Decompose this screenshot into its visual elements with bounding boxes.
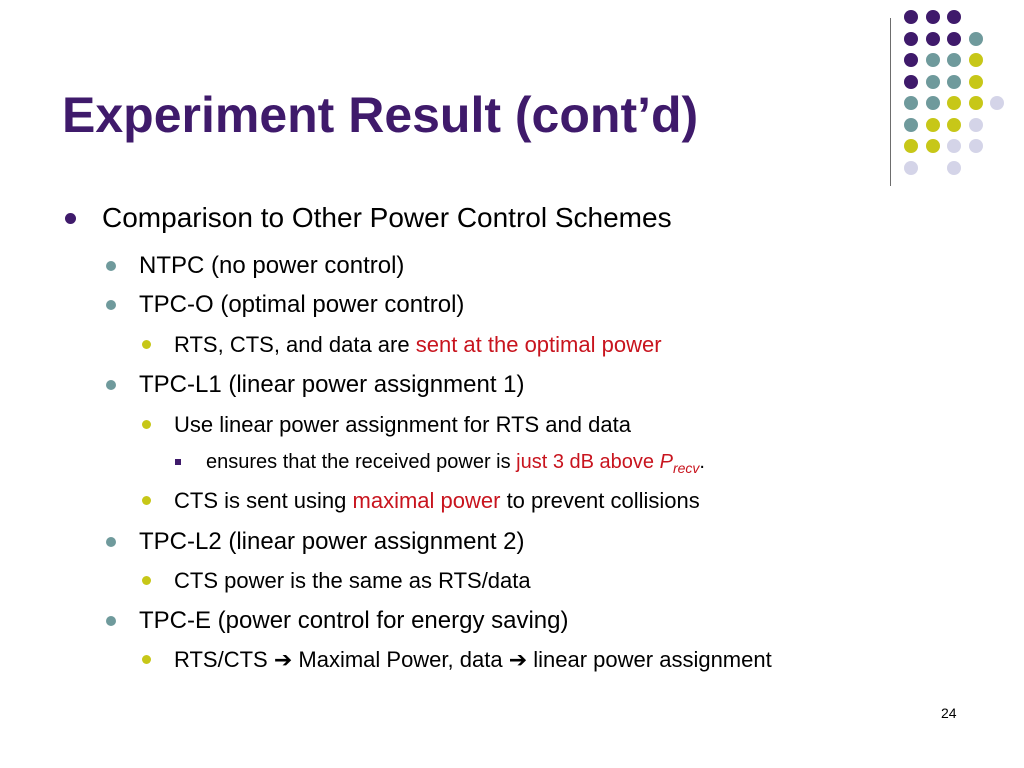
p-symbol: P [659, 451, 673, 473]
bullet-text: TPC-E (power control for energy saving) [139, 607, 569, 634]
bullet-text: TPC-L2 (linear power assignment 2) [139, 528, 525, 555]
bullet-marker-icon [142, 340, 151, 349]
square-bullet-icon [175, 459, 181, 465]
bullet-text-suffix: to prevent collisions [500, 488, 700, 513]
p-recv-symbol [659, 451, 700, 476]
bullet-marker-icon [65, 213, 76, 224]
bullet-ntpc [139, 252, 404, 280]
bullet-tpc-e [139, 607, 569, 635]
bullet-marker-icon [142, 576, 151, 585]
bullet-tpc-o [139, 291, 464, 319]
bullet-marker-icon [106, 537, 116, 547]
bullet-tpc-l1 [139, 371, 525, 399]
slide-title: Experiment Result (cont’d) [62, 87, 699, 143]
bullet-text: RTS, CTS, and data are [174, 332, 416, 357]
bullet-received-power [206, 451, 705, 476]
right-arrow-icon: ➔ [273, 648, 293, 673]
bullet-text: Use linear power assignment for RTS and data [174, 412, 631, 437]
bullet-text: NTPC (no power control) [139, 252, 405, 279]
bullet-text: TPC-L1 (linear power assignment 1) [139, 371, 525, 398]
bullet-text: Maximal Power, data [292, 647, 509, 672]
bullet-tpc-e-detail [174, 647, 772, 673]
bullet-marker-icon [106, 261, 116, 271]
bullet-tpc-l2 [139, 528, 525, 556]
bullet-text: Comparison to Other Power Control Schemes [102, 202, 672, 233]
bullet-text: linear power assignment [527, 647, 772, 672]
bullet-text: CTS is sent using [174, 488, 353, 513]
bullet-tpc-l2-detail [174, 568, 531, 594]
bullet-marker-icon [106, 380, 116, 390]
period-text: . [699, 451, 705, 473]
page-number: 24 [941, 705, 957, 721]
bullet-marker-icon [106, 300, 116, 310]
bullet-text: RTS/CTS [174, 647, 274, 672]
highlight-text: sent at the optimal power [415, 332, 662, 357]
right-arrow-icon: ➔ [508, 648, 528, 673]
bullet-tpc-o-detail [174, 332, 662, 358]
bullet-comparison [102, 202, 672, 234]
bullet-marker-icon [142, 420, 151, 429]
highlight-text: just 3 dB above [516, 451, 660, 473]
bullet-text: TPC-O (optimal power control) [139, 291, 465, 318]
bullet-marker-icon [106, 616, 116, 626]
bullet-marker-icon [142, 496, 151, 505]
recv-subscript: recv [672, 460, 700, 476]
bullet-text: ensures that the received power is [206, 451, 517, 473]
bullet-tpc-l1-detail [174, 412, 631, 438]
highlight-text: maximal power [352, 488, 501, 513]
bullet-text: CTS power is the same as RTS/data [174, 568, 531, 593]
bullet-marker-icon [142, 655, 151, 664]
bullet-cts-maximal [174, 488, 700, 514]
